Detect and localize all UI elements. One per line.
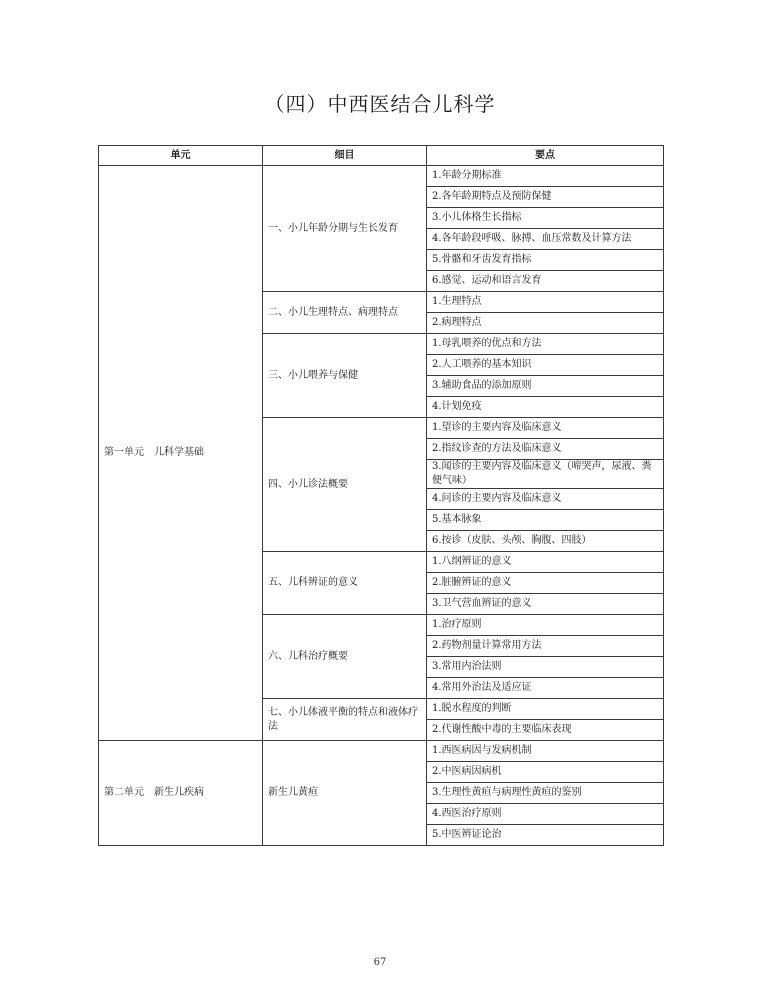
point-cell: 4.常用外治法及适应证 — [427, 678, 664, 699]
point-cell: 1.治疗原则 — [427, 615, 664, 636]
item-cell: 一、小儿年龄分期与生长发育 — [263, 166, 427, 292]
point-cell: 3.卫气营血辨证的意义 — [427, 594, 664, 615]
unit-cell: 第二单元 新生儿疾病 — [99, 741, 263, 846]
point-cell: 2.病理特点 — [427, 313, 664, 334]
point-cell: 1.生理特点 — [427, 292, 664, 313]
header-point: 要点 — [427, 146, 664, 166]
point-cell: 4.西医治疗原则 — [427, 804, 664, 825]
item-cell: 四、小儿诊法概要 — [263, 418, 427, 552]
point-cell: 2.指纹诊查的方法及临床意义 — [427, 439, 664, 460]
point-cell: 3.常用内治法则 — [427, 657, 664, 678]
table-row — [99, 741, 664, 762]
page-title: （四）中西医结合儿科学 — [264, 92, 496, 116]
point-cell: 1.西医病因与发病机制 — [427, 741, 664, 762]
point-cell: 5.骨骼和牙齿发育指标 — [427, 250, 664, 271]
item-cell: 七、小儿体液平衡的特点和液体疗法 — [263, 699, 427, 741]
point-cell: 1.年龄分期标准 — [427, 166, 664, 187]
item-cell: 五、儿科辨证的意义 — [263, 552, 427, 615]
point-cell: 1.母乳喂养的优点和方法 — [427, 334, 664, 355]
point-cell: 3.小儿体格生长指标 — [427, 208, 664, 229]
table-header-row — [99, 146, 664, 166]
point-cell: 5.基本脉象 — [427, 510, 664, 531]
header-item: 细目 — [263, 146, 427, 166]
header-unit: 单元 — [99, 146, 263, 166]
point-cell: 4.各年龄段呼吸、脉搏、血压常数及计算方法 — [427, 229, 664, 250]
point-cell: 1.望诊的主要内容及临床意义 — [427, 418, 664, 439]
point-cell: 4.问诊的主要内容及临床意义 — [427, 489, 664, 510]
table-row — [99, 166, 664, 187]
point-cell: 3.闻诊的主要内容及临床意义（啼哭声，尿液、粪便气味） — [427, 460, 664, 489]
item-cell: 六、儿科治疗概要 — [263, 615, 427, 699]
point-cell: 2.脏腑辨证的意义 — [427, 573, 664, 594]
point-cell: 2.药物剂量计算常用方法 — [427, 636, 664, 657]
point-cell: 5.中医辨证论治 — [427, 825, 664, 846]
item-cell: 新生儿黄疸 — [263, 741, 427, 846]
point-cell: 3.生理性黄疸与病理性黄疸的鉴别 — [427, 783, 664, 804]
point-cell: 6.按诊（皮肤、头颅、胸腹、四肢） — [427, 531, 664, 552]
point-cell: 2.代谢性酸中毒的主要临床表现 — [427, 720, 664, 741]
point-cell: 2.人工喂养的基本知识 — [427, 355, 664, 376]
point-cell: 4.计划免疫 — [427, 397, 664, 418]
point-cell: 1.脱水程度的判断 — [427, 699, 664, 720]
point-cell: 1.八纲辨证的意义 — [427, 552, 664, 573]
item-cell: 二、小儿生理特点、病理特点 — [263, 292, 427, 334]
syllabus-table — [98, 145, 664, 846]
point-cell: 3.辅助食品的添加原则 — [427, 376, 664, 397]
item-cell: 三、小儿喂养与保健 — [263, 334, 427, 418]
page-number: 67 — [373, 957, 387, 968]
unit-cell: 第一单元 儿科学基础 — [99, 166, 263, 741]
point-cell: 2.各年龄期特点及预防保健 — [427, 187, 664, 208]
point-cell: 2.中医病因病机 — [427, 762, 664, 783]
point-cell: 6.感觉、运动和语言发育 — [427, 271, 664, 292]
